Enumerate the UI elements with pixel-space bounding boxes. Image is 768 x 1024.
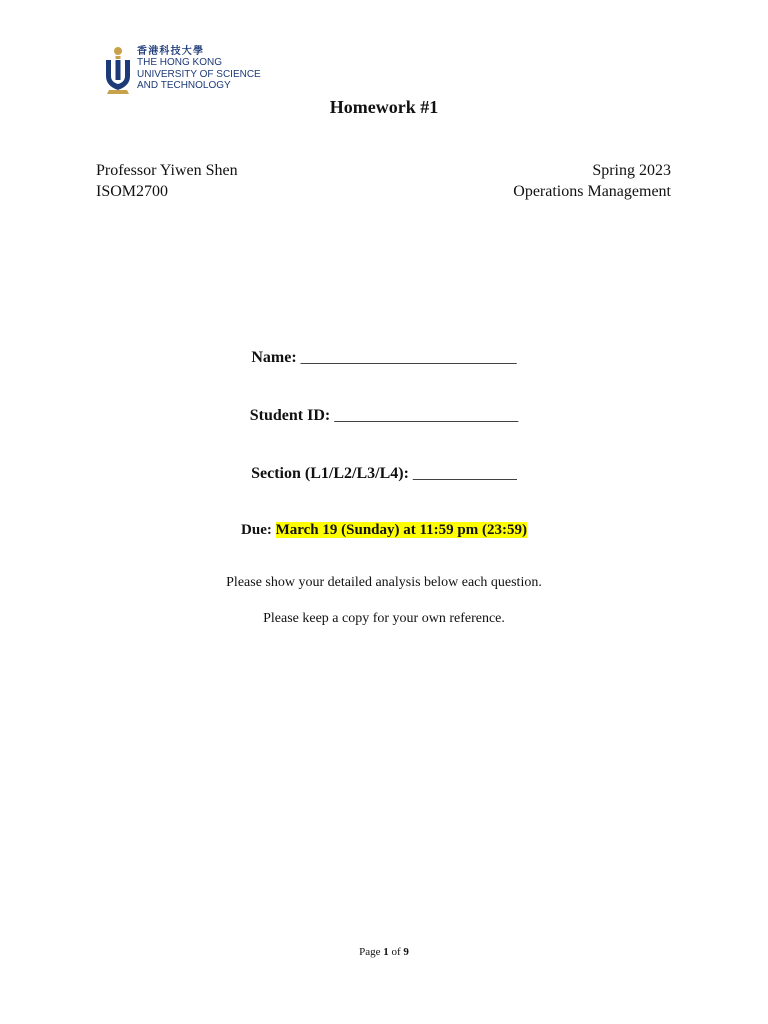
university-name-line3: AND TECHNOLOGY bbox=[137, 80, 231, 92]
section-label: Section (L1/L2/L3/L4): bbox=[251, 465, 409, 482]
course-name: Operations Management bbox=[513, 183, 671, 200]
student-id-label: Student ID: bbox=[249, 407, 331, 424]
of-word: of bbox=[391, 946, 401, 958]
page-number: 1 bbox=[383, 946, 389, 958]
instruction-analysis: Please show your detailed analysis below each question. bbox=[226, 575, 542, 590]
page-word: Page bbox=[359, 946, 381, 958]
total-pages: 9 bbox=[403, 946, 409, 958]
section-field bbox=[0, 465, 768, 483]
name-field bbox=[0, 349, 768, 367]
name-label: Name: bbox=[251, 349, 297, 366]
page-footer bbox=[0, 946, 768, 958]
university-logo bbox=[103, 46, 263, 96]
student-id-field bbox=[0, 407, 768, 425]
name-blank: ___________________________ bbox=[300, 349, 517, 366]
term: Spring 2023 bbox=[592, 162, 671, 179]
university-name bbox=[137, 46, 261, 92]
due-value: March 19 (Sunday) at 11:59 pm (23:59) bbox=[275, 522, 527, 538]
course-code: ISOM2700 bbox=[96, 183, 169, 200]
due-date bbox=[0, 522, 768, 539]
university-name-line1: THE HONG KONG bbox=[137, 57, 223, 69]
section-blank: _____________ bbox=[412, 465, 517, 482]
instruction-copy: Please keep a copy for your own reference. bbox=[263, 611, 505, 626]
professor-name: Professor Yiwen Shen bbox=[96, 162, 238, 179]
student-id-blank: _______________________ bbox=[334, 407, 519, 424]
due-label: Due: bbox=[241, 522, 272, 538]
university-name-chinese: 香港科技大學 bbox=[137, 46, 205, 57]
page-title: Homework #1 bbox=[329, 97, 439, 117]
university-name-line2: UNIVERSITY OF SCIENCE bbox=[137, 68, 261, 80]
hkust-emblem-icon bbox=[103, 46, 133, 94]
